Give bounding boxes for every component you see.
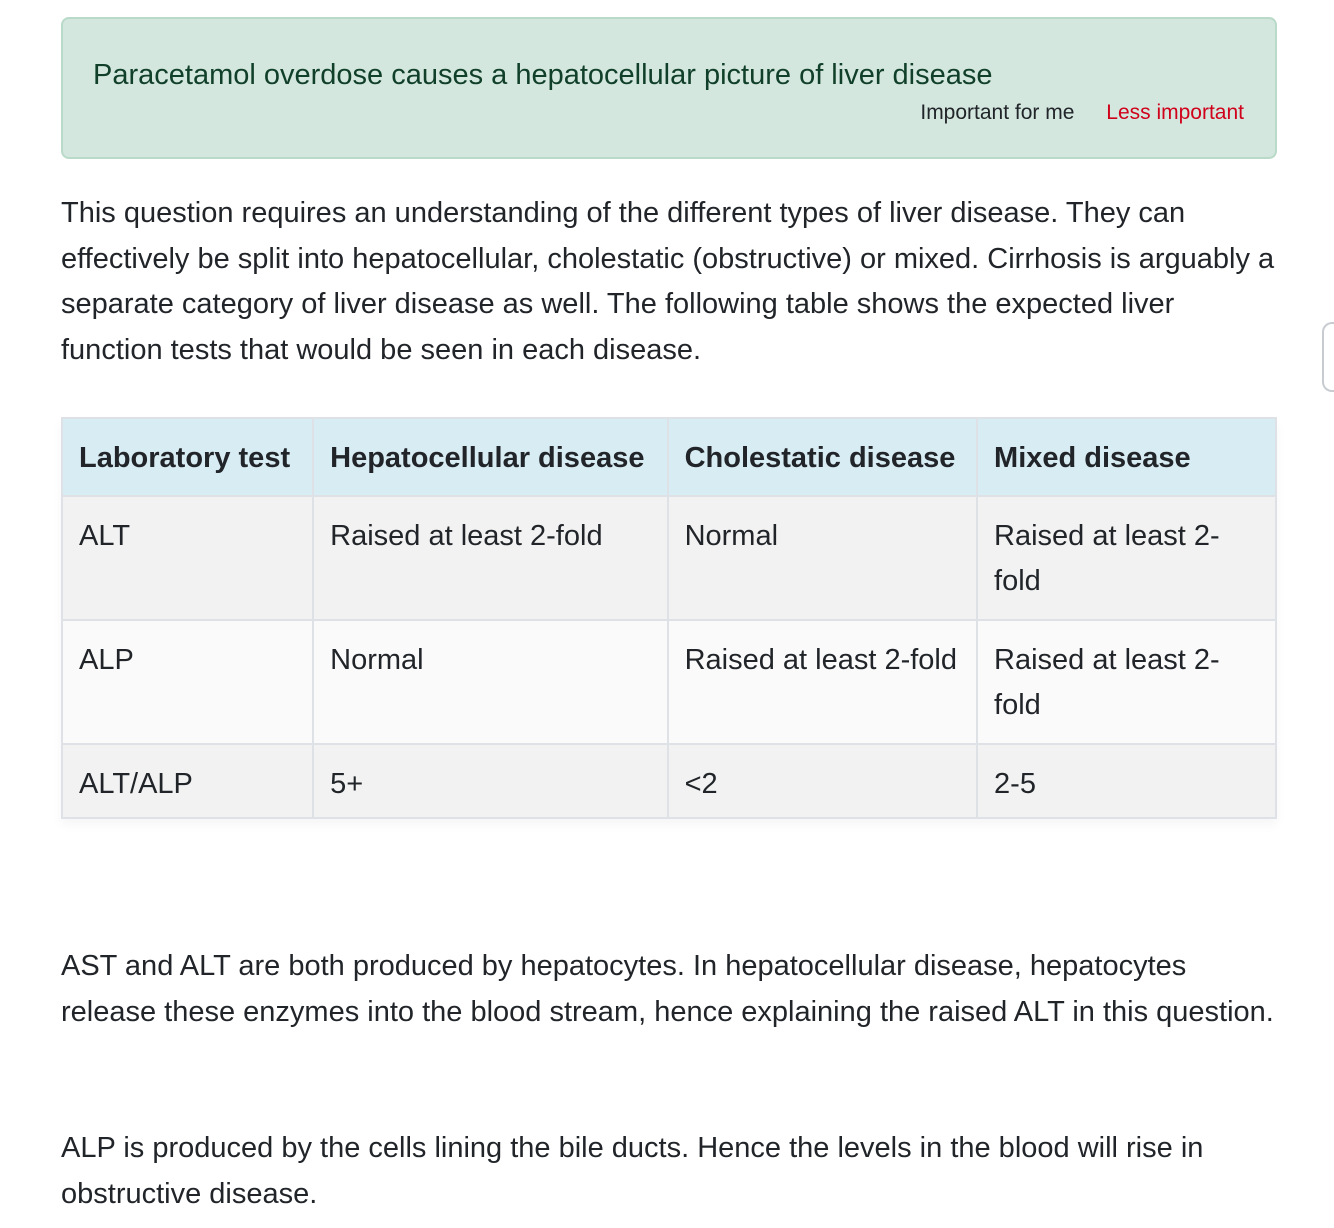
alp-paragraph: ALP is produced by the cells lining the bile ducts. Hence the levels in the blood will rise in obstructive disease. — [61, 1132, 1204, 1210]
less-important-link[interactable]: Less important — [1106, 101, 1244, 124]
table-cell: Raised at least 2-fold — [668, 620, 977, 744]
table-cell: ALP — [62, 620, 313, 744]
header-mixed: Mixed disease — [977, 418, 1276, 496]
header-hepatocellular: Hepatocellular disease — [313, 418, 667, 496]
table-header-row — [62, 418, 1276, 496]
liver-function-table — [61, 417, 1277, 819]
table-cell: Normal — [313, 620, 667, 744]
table-cell: <2 — [668, 744, 977, 819]
header-cholestatic: Cholestatic disease — [668, 418, 977, 496]
header-laboratory-test: Laboratory test — [62, 418, 313, 496]
importance-actions — [920, 99, 1244, 127]
table-row — [62, 496, 1276, 620]
table-cell: Raised at least 2-fold — [977, 620, 1276, 744]
scrollbar-edge[interactable] — [1322, 322, 1334, 392]
table-row — [62, 744, 1276, 819]
table-cell: ALT/ALP — [62, 744, 313, 819]
table-cell: Raised at least 2-fold — [977, 496, 1276, 620]
explanation-panel — [61, 17, 1277, 1210]
table-cell: 5+ — [313, 744, 667, 819]
important-for-me-link[interactable]: Important for me — [920, 101, 1075, 124]
table-cell: Normal — [668, 496, 977, 620]
ast-alt-paragraph: AST and ALT are both produced by hepatocytes. In hepatocellular disease, hepatocytes release these enzymes into the blood stream, hence explaining the raised ALT in this question. — [61, 950, 1274, 1028]
key-point-title: Paracetamol overdose causes a hepatocellular picture of liver disease — [93, 59, 993, 91]
table-cell: Raised at least 2-fold — [313, 496, 667, 620]
table-cell: 2-5 — [977, 744, 1276, 819]
table-cell: ALT — [62, 496, 313, 620]
table-row — [62, 620, 1276, 744]
intro-paragraph: This question requires an understanding of the different types of liver disease. They can effectively be split into hepatocellular, cholestatic (obstructive) or mixed. Cirrhosis is arguably a separate category of liver disease as well. The following table shows the expected liver function tests that would be seen in each disease. — [61, 197, 1275, 366]
key-point-alert — [61, 17, 1277, 159]
